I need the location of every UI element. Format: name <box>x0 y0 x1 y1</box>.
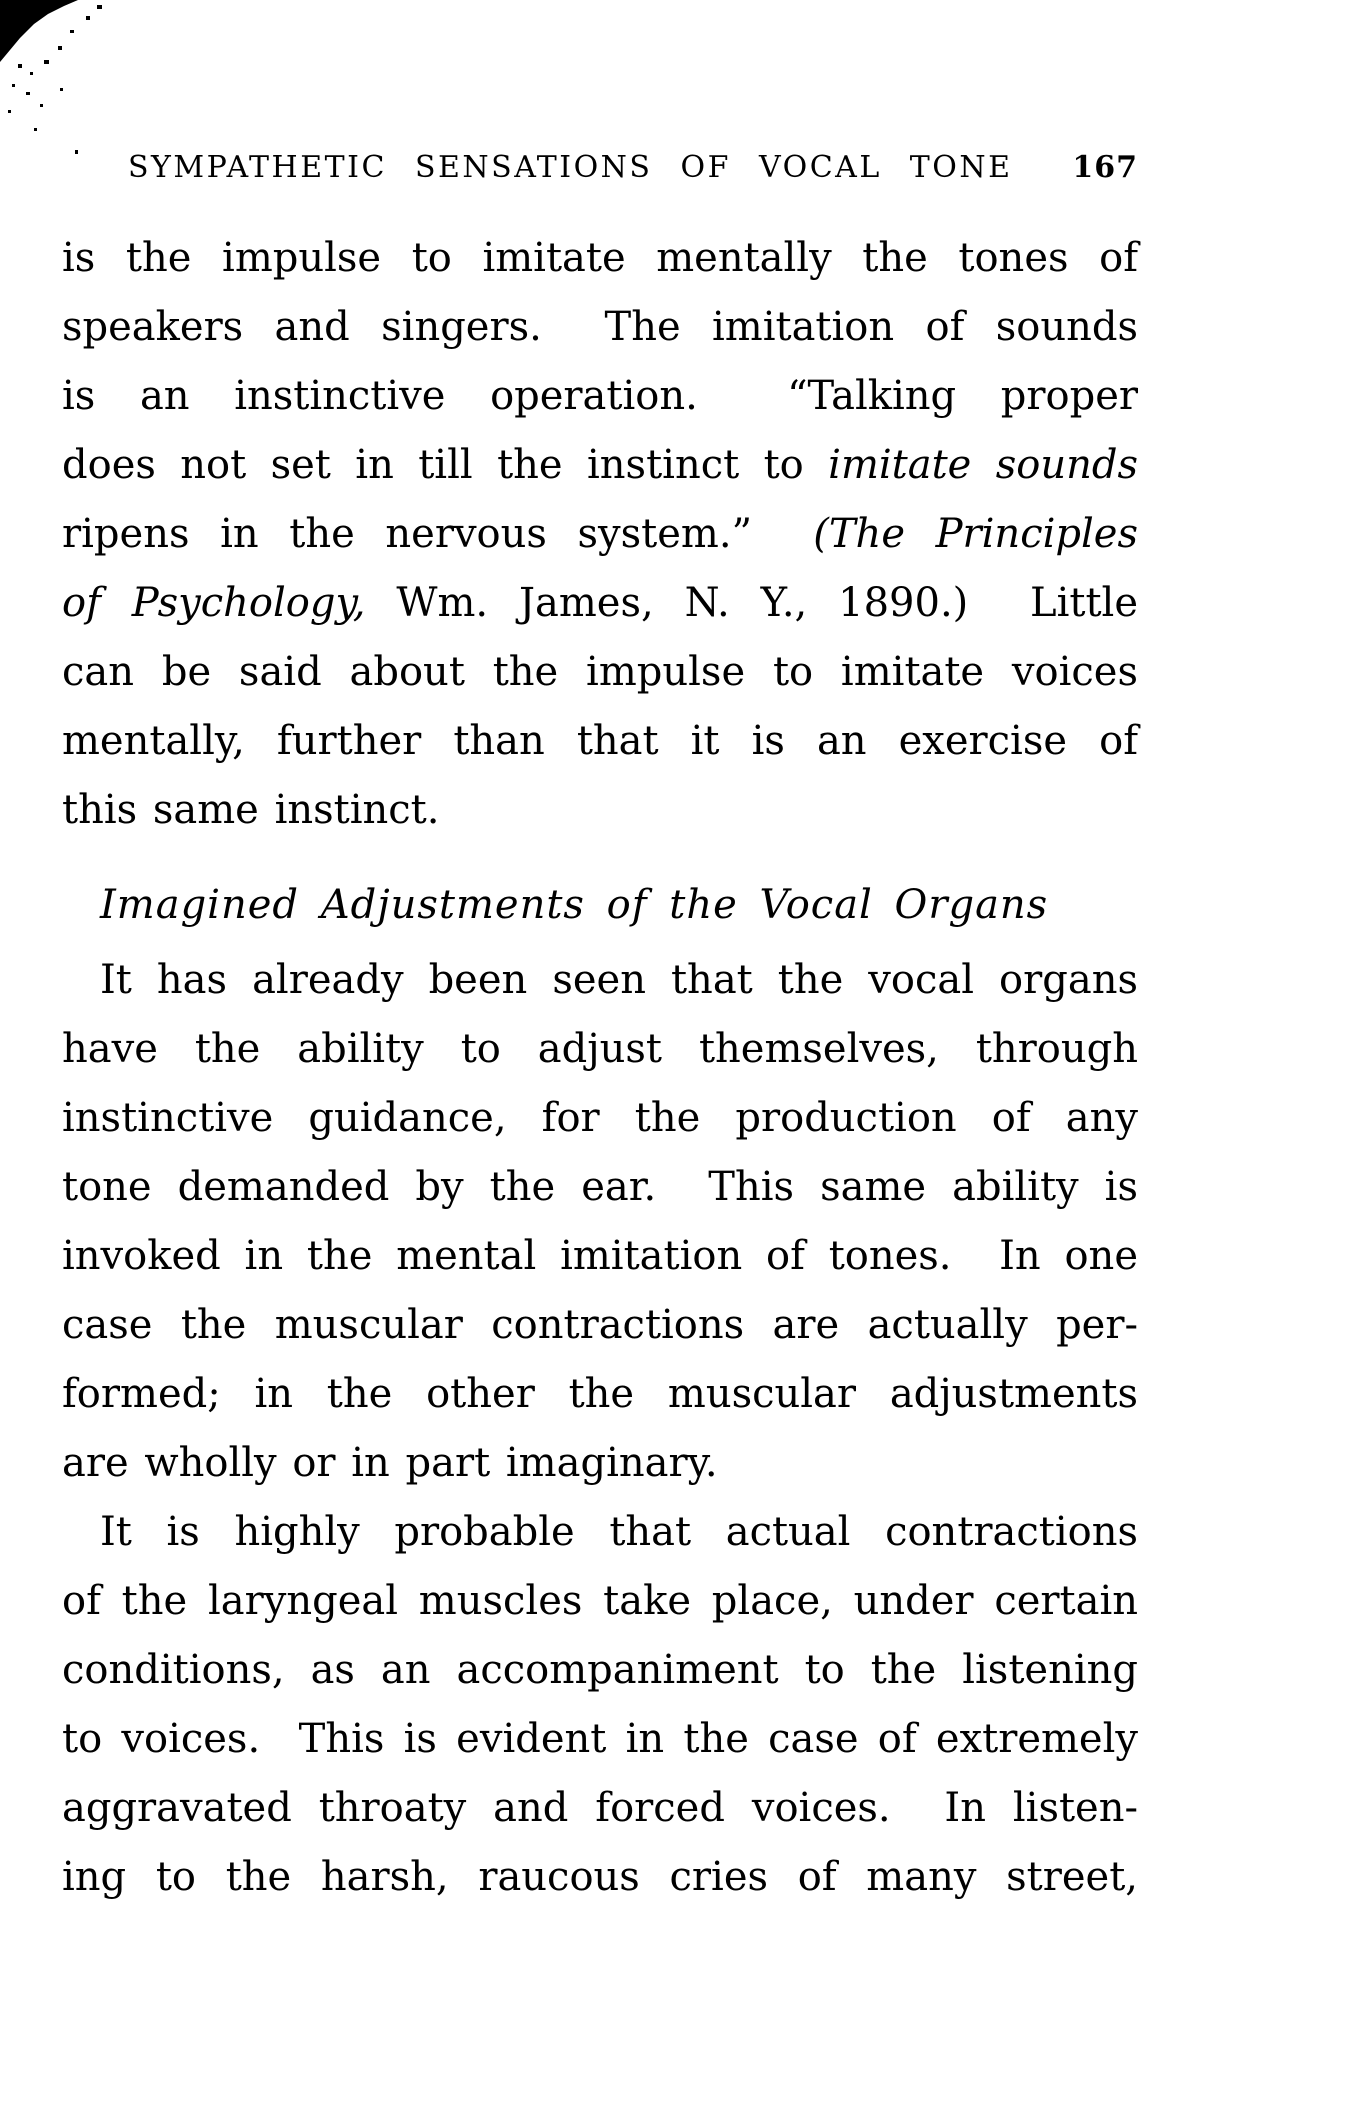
text-segment: to voices. This is evident in the case of extremely <box>62 1716 1138 1762</box>
scan-speck <box>30 72 33 75</box>
text-segment: ripens in the nervous system.” <box>62 511 814 557</box>
text-segment: instinctive guidance, for the production of any <box>62 1095 1138 1141</box>
text-segment: does not set in till the instinct to <box>62 442 829 488</box>
text-segment: conditions, as an accompaniment to the listening <box>62 1647 1138 1693</box>
text-segment: It has already been seen that the vocal organs <box>100 957 1138 1003</box>
text-line <box>62 1291 1138 1360</box>
text-segment: Wm. James, N. Y., 1890.) Little <box>365 580 1138 626</box>
text-line <box>62 1429 1138 1498</box>
text-line <box>62 638 1138 707</box>
text-line <box>62 1360 1138 1429</box>
scan-speck <box>44 60 49 64</box>
text-segment: invoked in the mental imitation of tones. In one <box>62 1233 1138 1279</box>
scan-speck <box>8 110 11 113</box>
scan-speck <box>12 84 15 87</box>
text-segment: aggravated throaty and forced voices. In listen- <box>62 1785 1138 1831</box>
text-segment: is the impulse to imitate mentally the tones of <box>62 235 1138 281</box>
text-line <box>62 500 1138 569</box>
text-line <box>62 569 1138 638</box>
text-line <box>62 776 1138 845</box>
text-line <box>62 1498 1138 1567</box>
scan-speck <box>97 5 102 9</box>
text-line <box>62 362 1138 431</box>
text-line <box>62 1774 1138 1843</box>
text-line <box>62 431 1138 500</box>
running-header <box>62 150 1138 186</box>
scan-speck <box>40 104 43 107</box>
text-line <box>62 707 1138 776</box>
text-segment: is an instinctive operation. “Talking proper <box>62 373 1138 419</box>
text-line <box>62 1222 1138 1291</box>
text-line <box>62 946 1138 1015</box>
text-line <box>62 1084 1138 1153</box>
text-segment: It is highly probable that actual contractions <box>100 1509 1138 1555</box>
text-line <box>62 1567 1138 1636</box>
header-title: SYMPATHETIC SENSATIONS OF VOCAL TONE <box>128 150 1013 185</box>
scan-speck <box>70 30 74 33</box>
text-segment: formed; in the other the muscular adjustments <box>62 1371 1138 1417</box>
text-segment: this same instinct. <box>62 787 440 833</box>
text-line <box>62 293 1138 362</box>
text-segment: mentally, further than that it is an exercise of <box>62 718 1138 764</box>
text-body <box>62 224 1138 1912</box>
text-segment: have the ability to adjust themselves, through <box>62 1026 1138 1072</box>
scan-speck <box>86 16 90 20</box>
page-number: 167 <box>1072 150 1138 185</box>
text-segment: case the muscular contractions are actually per- <box>62 1302 1138 1348</box>
text-line <box>62 1153 1138 1222</box>
scan-speck <box>58 46 62 50</box>
text-segment: ing to the harsh, raucous cries of many street, <box>62 1854 1138 1900</box>
italic-segment: of Psychology, <box>62 580 366 626</box>
text-line <box>62 1843 1138 1912</box>
text-segment: tone demanded by the ear. This same ability is <box>62 1164 1138 1210</box>
italic-segment: (The Principles <box>813 511 1138 557</box>
scan-speck <box>18 64 22 68</box>
scan-speck <box>60 88 63 91</box>
scan-artifact-corner <box>0 0 78 62</box>
italic-segment: Imagined Adjustments of the Vocal Organs <box>100 882 1049 928</box>
text-segment: of the laryngeal muscles take place, under certain <box>62 1578 1138 1624</box>
text-line <box>62 224 1138 293</box>
text-line <box>62 1015 1138 1084</box>
italic-segment: imitate sounds <box>828 442 1139 488</box>
text-line <box>62 1636 1138 1705</box>
text-line <box>62 1705 1138 1774</box>
text-segment: speakers and singers. The imitation of sounds <box>62 304 1138 350</box>
text-segment: can be said about the impulse to imitate voices <box>62 649 1138 695</box>
scan-speck <box>34 128 37 131</box>
section-heading <box>62 871 1138 940</box>
text-segment: are wholly or in part imaginary. <box>62 1440 718 1486</box>
scan-speck <box>26 92 30 95</box>
